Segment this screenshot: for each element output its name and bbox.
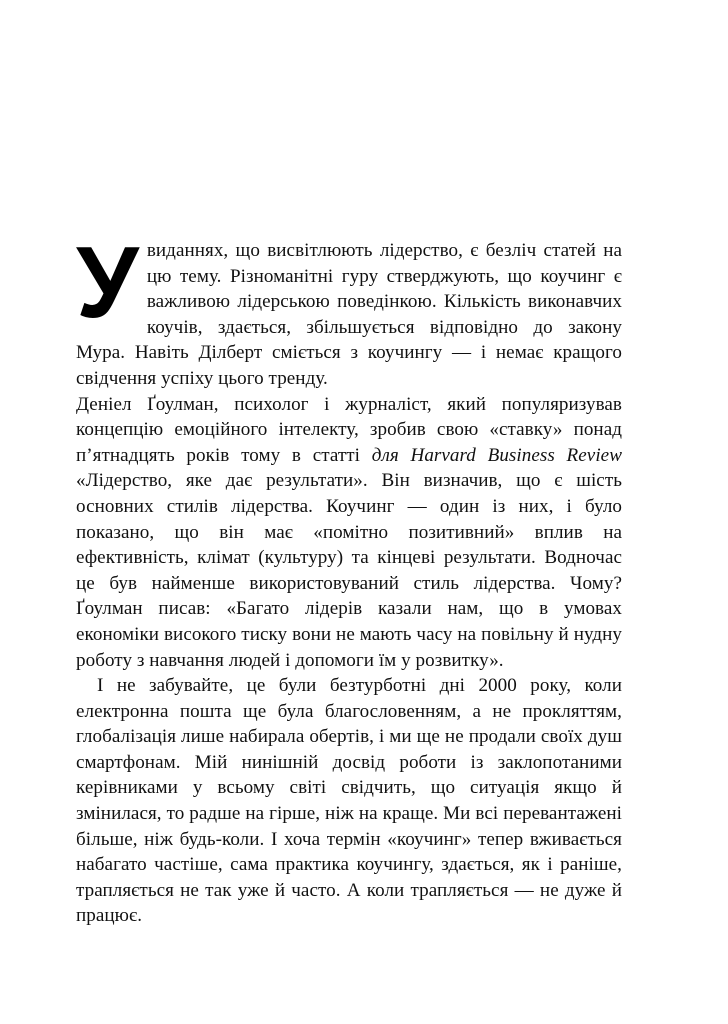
paragraph-2 bbox=[76, 392, 622, 674]
paragraph-2-segment-2: «Лідерство, яке дає результати». Він визначив, що є шість основних стилів лідерства. Коучинг — один із них, і було показано, що він має «помітно позитивний» вплив на ефективність, клімат (культуру) та кінцеві результати. Водночас це був найменше використовуваний стиль лідерства. Чому? Ґоулман писав: «Багато лідерів казали нам, що в умовах економіки високого тиску вони не мають часу на повільну й нудну роботу з навчання людей і допомоги їм у розвитку». bbox=[76, 470, 622, 671]
paragraph-3: І не забувайте, це були безтурботні дні 2000 року, коли електронна пошта ще була благословенням, а не прокляттям, глобалізація лише набирала обертів, і ми ще не продали своїх душ смартфонам. Мій нинішній досвід роботи із заклопотаними керівниками у всьому світі свідчить, що ситуація якщо й змінилася, то радше на гірше, ніж на краще. Ми всі перевантажені більше, ніж будь-коли. І хоча термін «коучинг» тепер вживається набагато частіше, сама практика коучингу, здається, як і раніше, трапляється не так уже й часто. А коли трапляється — не дуже й працює. bbox=[76, 675, 622, 927]
paragraph-2-italic-title: для Harvard Business Review bbox=[371, 444, 622, 466]
paragraph-2-segment-1: Деніел Ґоулман, психолог і журналіст, який популяризував концепцію емоційного інтелекту, зробив свою «ставку» понад п’ятнадцять років тому в статті bbox=[76, 393, 622, 466]
paragraph-1: виданнях, що висвітлюють лідерство, є безліч статей на цю тему. Різноманітні гуру стверджують, що коучинг є важливою лідерською поведінкою. Кількість виконавчих коучів, здається, збільшується відповідно до закону Мура. Навіть Ділберт сміється з коучингу — і немає кращого свідчення успіху цього тренду. bbox=[76, 240, 622, 389]
paragraph-block-1 bbox=[76, 227, 622, 392]
drop-cap-letter: У bbox=[76, 227, 139, 339]
body-text-column bbox=[76, 227, 622, 929]
